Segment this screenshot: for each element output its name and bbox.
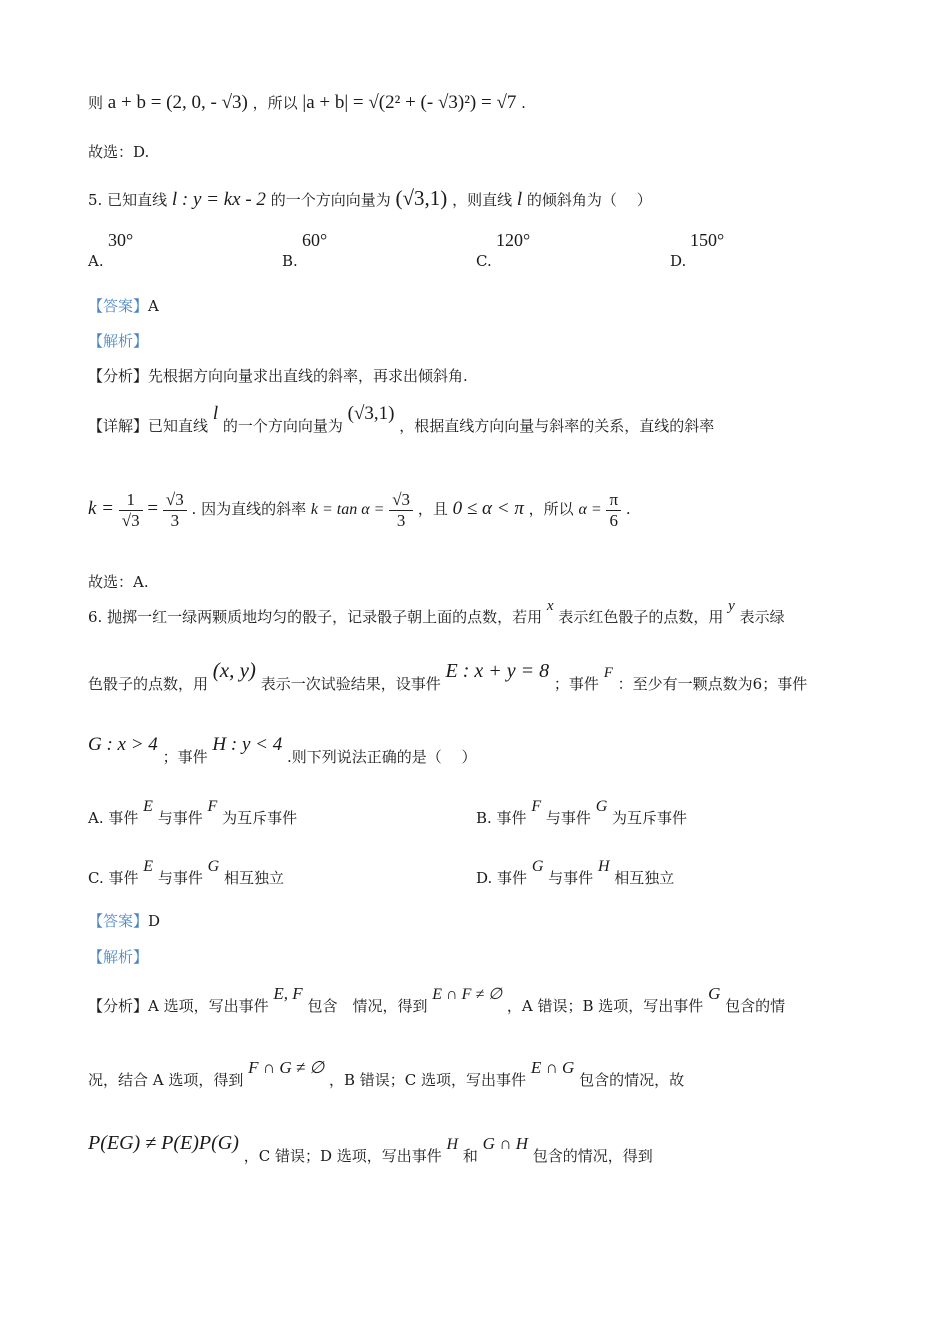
math-expression: G xyxy=(708,984,721,1003)
math-expression: l xyxy=(516,189,523,210)
text: .则下列说法正确的是（ ） xyxy=(286,748,477,766)
option-letter: A. xyxy=(88,252,104,270)
text: 与事件 xyxy=(157,809,203,827)
text: ：至少有一颗点数为6；事件 xyxy=(617,675,808,693)
numerator: √3 xyxy=(163,490,187,511)
question-stem xyxy=(88,734,477,766)
text: A. 事件 xyxy=(88,809,139,827)
option-value: 30° xyxy=(108,230,134,250)
text: 故选：D. xyxy=(88,143,150,161)
text-line xyxy=(88,145,149,160)
text: 与事件 xyxy=(548,869,594,887)
math-expression: E xyxy=(143,798,153,815)
text: 表示绿 xyxy=(739,608,785,626)
math-expression: l xyxy=(212,403,219,424)
math-expression: y xyxy=(728,598,735,614)
math-expression: G : x > 4 xyxy=(88,734,158,755)
text: ，C 错误；D 选项，写出事件 xyxy=(243,1147,442,1165)
denominator: 3 xyxy=(170,510,180,530)
math-expression: α = xyxy=(578,501,602,519)
math-expression: 0 ≤ α < π xyxy=(452,498,524,520)
formula-line xyxy=(88,490,631,530)
analysis-line xyxy=(88,984,786,1015)
text: 为互斥事件 xyxy=(612,809,688,827)
math-expression: G xyxy=(595,798,608,815)
math-expression: E, F xyxy=(273,984,303,1003)
text: 包含的情况，得到 xyxy=(532,1147,653,1165)
option-letter: C. xyxy=(476,252,492,270)
text: 5. 已知直线 xyxy=(88,191,168,209)
math-expression: P(EG) ≠ P(E)P(G) xyxy=(88,1132,239,1154)
detail-label: 【详解】 xyxy=(88,417,149,435)
math-expression: F xyxy=(531,798,542,815)
math-expression: F ∩ G ≠ ∅ xyxy=(248,1058,325,1077)
text: . xyxy=(625,500,631,519)
text: 先根据方向向量求出直线的斜率，再求出倾斜角. xyxy=(148,367,468,385)
denominator: 6 xyxy=(609,510,618,530)
fraction xyxy=(119,490,143,530)
text: 的倾斜角为（ ） xyxy=(526,191,652,209)
denominator: √3 xyxy=(121,510,140,530)
text: 表示红色骰子的点数，用 xyxy=(558,608,724,626)
option-letter: D. xyxy=(670,252,687,270)
text: B. 事件 xyxy=(476,809,527,827)
question-stem xyxy=(88,658,808,693)
answer-tag: 【答案】 xyxy=(88,912,149,930)
analysis-heading xyxy=(88,334,148,349)
answer-line xyxy=(88,914,160,929)
text: ，所以 xyxy=(252,94,298,112)
math-expression: (√3,1) xyxy=(347,403,395,424)
detail-line xyxy=(88,403,715,435)
analysis-tag: 【解析】 xyxy=(88,948,149,966)
math-expression: a + b = (2, 0, - √3) xyxy=(107,92,248,113)
text: 6. 抛掷一红一绿两颗质地均匀的骰子，记录骰子朝上面的点数，若用 xyxy=(88,608,543,626)
math-expression: (x, y) xyxy=(212,658,256,682)
text: 包含的情 xyxy=(725,997,786,1015)
math-expression: E xyxy=(143,858,154,875)
text: ，根据直线方向向量与斜率的关系，直线的斜率 xyxy=(399,417,715,435)
math-expression: k = xyxy=(88,498,115,520)
analysis-line xyxy=(88,369,468,384)
text: D. 事件 xyxy=(476,869,528,887)
answer-value: D xyxy=(148,912,161,930)
analysis-label: 【分析】 xyxy=(88,367,149,385)
question-stem xyxy=(88,188,652,209)
math-expression: F xyxy=(603,665,613,681)
option-d xyxy=(670,230,725,270)
analysis-line xyxy=(88,1132,653,1165)
text: C. 事件 xyxy=(88,869,139,887)
question-stem xyxy=(88,598,785,626)
text: 色骰子的点数，用 xyxy=(88,675,209,693)
math-expression: G xyxy=(531,858,544,875)
option-a xyxy=(88,798,298,828)
text: 相互独立 xyxy=(614,869,675,887)
text: . 因为直线的斜率 xyxy=(191,500,307,519)
text: 包含的情况，故 xyxy=(579,1071,685,1089)
answer-tag: 【答案】 xyxy=(88,297,149,315)
option-value: 120° xyxy=(496,230,531,250)
text: 包含 情况，得到 xyxy=(307,997,428,1015)
text: 则 xyxy=(88,94,104,112)
math-expression: H : y < 4 xyxy=(212,734,283,755)
text: ，A 错误；B 选项，写出事件 xyxy=(506,997,704,1015)
analysis-line xyxy=(88,1058,685,1089)
option-b xyxy=(476,798,688,828)
denominator: 3 xyxy=(396,510,406,530)
text: ，且 xyxy=(417,500,448,519)
option-value: 60° xyxy=(302,230,328,250)
analysis-tag: 【解析】 xyxy=(88,332,149,350)
math-expression: G xyxy=(207,858,220,875)
text: ，B 错误；C 选项，写出事件 xyxy=(329,1071,527,1089)
math-expression: (√3,1) xyxy=(395,186,448,210)
option-c xyxy=(88,858,284,888)
math-expression: E ∩ G xyxy=(530,1058,575,1077)
numerator: π xyxy=(606,490,621,511)
text: 的一个方向向量为 xyxy=(270,191,391,209)
numerator: √3 xyxy=(389,490,413,511)
option-letter: B. xyxy=(282,252,298,270)
math-expression: E : x + y = 8 xyxy=(445,660,550,682)
option-d xyxy=(476,858,675,888)
math-expression: G ∩ H xyxy=(482,1134,529,1153)
text: 和 xyxy=(462,1147,478,1165)
math-expression: F xyxy=(207,798,218,815)
math-expression: E ∩ F ≠ ∅ xyxy=(432,986,503,1003)
math-expression: = xyxy=(147,498,159,520)
answer-value: A xyxy=(148,297,159,315)
text: 为互斥事件 xyxy=(222,809,298,827)
math-expression: H xyxy=(597,858,610,875)
text: 与事件 xyxy=(157,869,203,887)
option-b xyxy=(282,230,328,270)
math-expression: k = tan α = xyxy=(310,501,385,519)
numerator: 1 xyxy=(119,490,143,511)
analysis-heading xyxy=(88,950,148,965)
text: ；事件 xyxy=(162,748,208,766)
fraction xyxy=(163,490,187,530)
text-line xyxy=(88,93,526,112)
text: 故选：A. xyxy=(88,573,149,591)
text: 的一个方向向量为 xyxy=(222,417,343,435)
option-value: 150° xyxy=(690,230,725,250)
text: 相互独立 xyxy=(223,869,284,887)
fraction xyxy=(606,490,621,530)
math-expression: |a + b| = √(2² + (- √3)²) = √7 xyxy=(302,92,517,113)
text: 况，结合 A 选项，得到 xyxy=(88,1071,244,1089)
text: ，则直线 xyxy=(452,191,513,209)
text: . xyxy=(521,94,526,112)
answer-line xyxy=(88,299,159,314)
text: ；事件 xyxy=(553,675,599,693)
option-a xyxy=(88,230,134,270)
fraction xyxy=(389,490,413,530)
option-c xyxy=(476,230,531,270)
text: A 选项，写出事件 xyxy=(148,997,269,1015)
text: 与事件 xyxy=(545,809,591,827)
math-expression: l : y = kx - 2 xyxy=(171,189,266,210)
text: ，所以 xyxy=(528,500,574,519)
analysis-label: 【分析】 xyxy=(88,997,149,1015)
math-expression: H xyxy=(446,1136,459,1153)
text-line xyxy=(88,575,149,590)
math-expression: x xyxy=(546,598,554,614)
text: 已知直线 xyxy=(148,417,209,435)
text: 表示一次试验结果，设事件 xyxy=(260,675,441,693)
